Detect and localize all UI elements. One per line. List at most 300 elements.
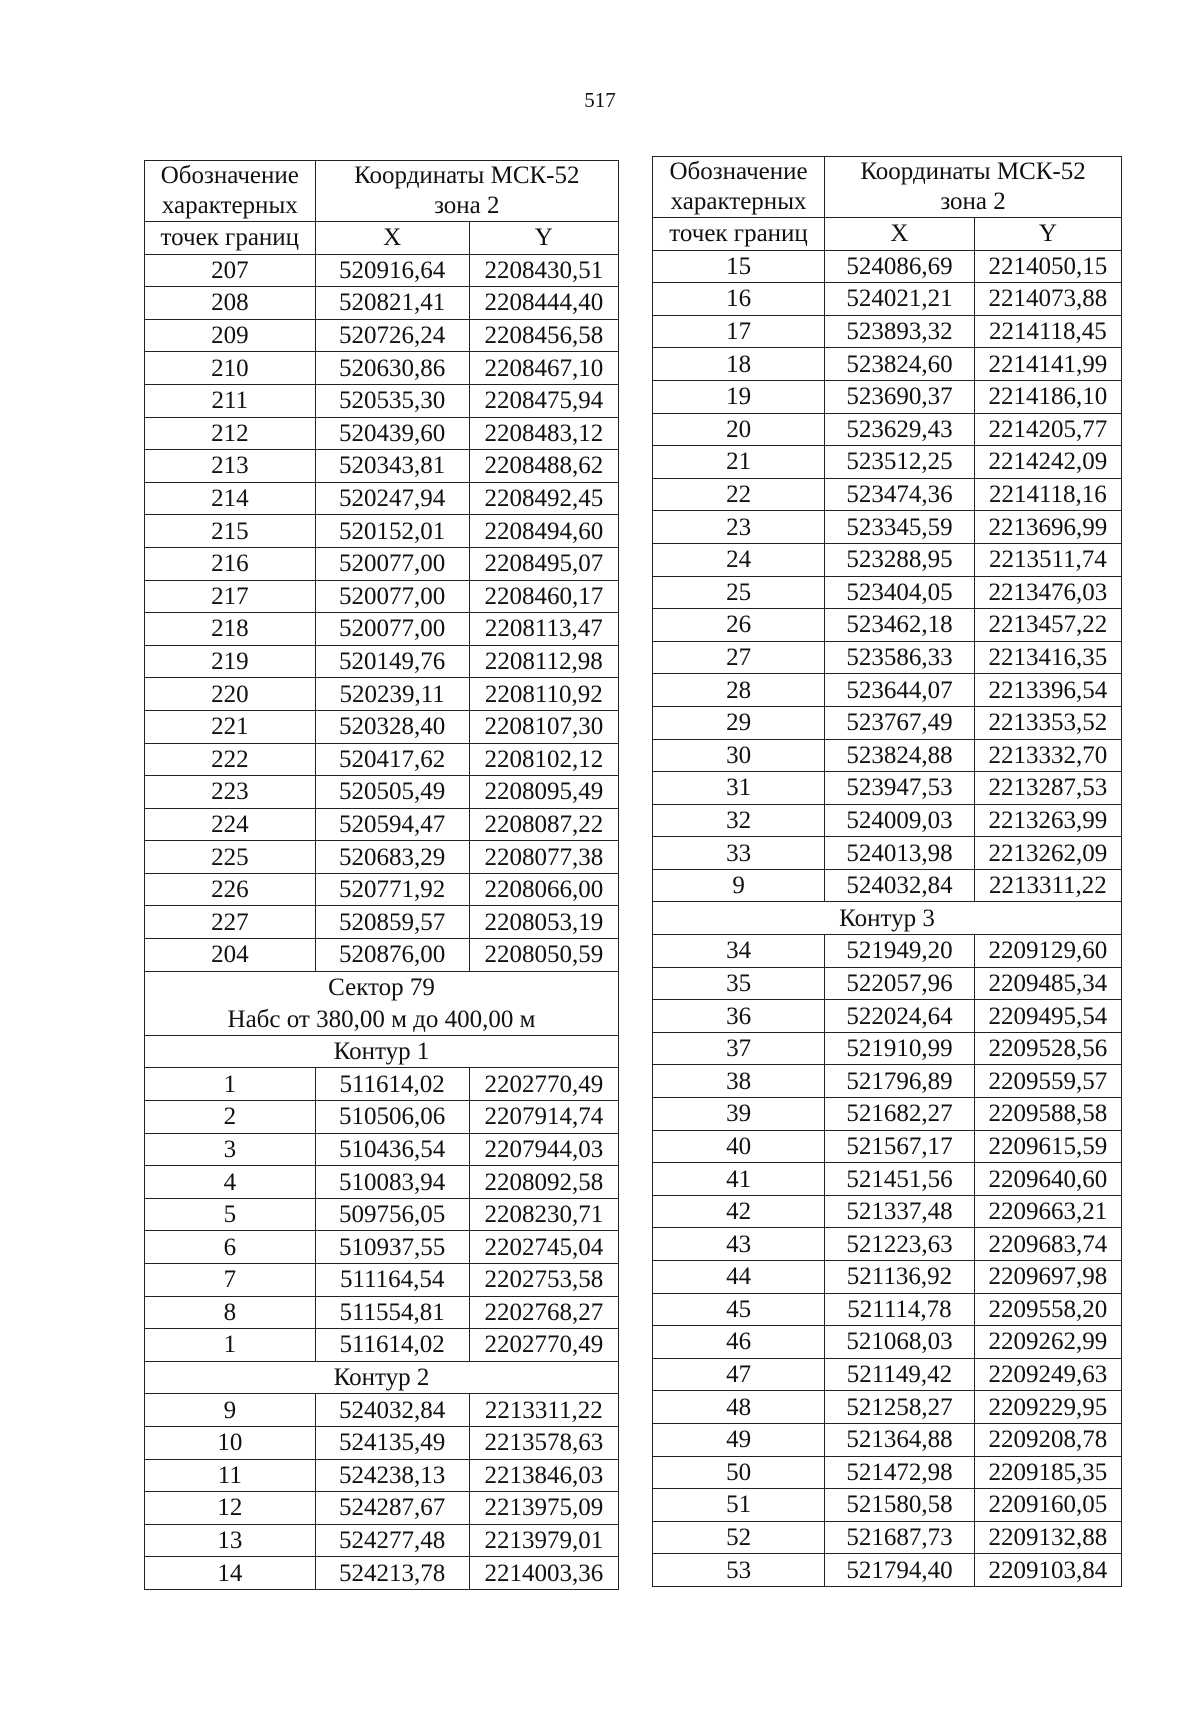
x-coordinate-cell: 524032,84 <box>315 1394 469 1427</box>
coordinates-table-right <box>652 156 1122 1587</box>
y-coordinate-cell: 2208087,22 <box>469 808 618 841</box>
point-id-cell: 212 <box>145 417 316 450</box>
x-coordinate-cell: 510436,54 <box>315 1133 469 1166</box>
table-row <box>653 413 1122 446</box>
table-row <box>145 1329 619 1362</box>
x-coordinate-cell: 521114,78 <box>825 1293 975 1326</box>
table-row <box>145 1492 619 1525</box>
point-id-cell: 213 <box>145 450 316 483</box>
x-coordinate-cell: 521223,63 <box>825 1228 975 1261</box>
y-coordinate-cell: 2209559,57 <box>974 1065 1121 1098</box>
header-coords-line-1: Координаты МСК-52 <box>860 158 1086 185</box>
point-id-cell: 36 <box>653 1000 825 1033</box>
x-coordinate-cell: 520594,47 <box>315 808 469 841</box>
point-id-cell: 48 <box>653 1391 825 1424</box>
point-id-cell: 45 <box>653 1293 825 1326</box>
x-coordinate-cell: 520439,60 <box>315 417 469 450</box>
table-row <box>653 1130 1122 1163</box>
table-row <box>653 250 1122 283</box>
point-id-cell: 219 <box>145 645 316 678</box>
point-id-cell: 18 <box>653 348 825 381</box>
y-coordinate-cell: 2209129,60 <box>974 935 1121 968</box>
y-coordinate-cell: 2208475,94 <box>469 384 618 417</box>
point-id-cell: 15 <box>653 250 825 283</box>
x-coordinate-cell: 511614,02 <box>315 1068 469 1101</box>
x-coordinate-cell: 522024,64 <box>825 1000 975 1033</box>
point-id-cell: 227 <box>145 906 316 939</box>
table-row <box>653 283 1122 316</box>
x-coordinate-cell: 511614,02 <box>315 1329 469 1362</box>
table-header <box>653 157 1122 251</box>
x-coordinate-cell: 524287,67 <box>315 1492 469 1525</box>
x-coordinate-cell: 523824,88 <box>825 739 975 772</box>
header-x: X <box>315 222 469 255</box>
x-coordinate-cell: 521910,99 <box>825 1032 975 1065</box>
table-row <box>145 841 619 874</box>
x-coordinate-cell: 523824,60 <box>825 348 975 381</box>
table-row <box>653 1195 1122 1228</box>
y-coordinate-cell: 2213511,74 <box>974 543 1121 576</box>
x-coordinate-cell: 520683,29 <box>315 841 469 874</box>
y-coordinate-cell: 2208456,58 <box>469 319 618 352</box>
point-id-cell: 49 <box>653 1423 825 1456</box>
point-id-cell: 23 <box>653 511 825 544</box>
section-row <box>653 902 1122 935</box>
x-coordinate-cell: 521337,48 <box>825 1195 975 1228</box>
point-id-cell: 38 <box>653 1065 825 1098</box>
header-point-line-3: точек границ <box>145 222 316 255</box>
x-coordinate-cell: 523404,05 <box>825 576 975 609</box>
point-id-cell: 44 <box>653 1261 825 1294</box>
table-row <box>653 935 1122 968</box>
point-id-cell: 43 <box>653 1228 825 1261</box>
x-coordinate-cell: 520343,81 <box>315 450 469 483</box>
y-coordinate-cell: 2202770,49 <box>469 1329 618 1362</box>
table-row <box>653 1423 1122 1456</box>
x-coordinate-cell: 520077,00 <box>315 580 469 613</box>
x-coordinate-cell: 510937,55 <box>315 1231 469 1264</box>
point-id-cell: 6 <box>145 1231 316 1264</box>
y-coordinate-cell: 2214118,45 <box>974 315 1121 348</box>
y-coordinate-cell: 2213846,03 <box>469 1459 618 1492</box>
table-row <box>653 478 1122 511</box>
table-row <box>145 1557 619 1590</box>
table-row <box>653 1163 1122 1196</box>
table-row <box>145 1133 619 1166</box>
y-coordinate-cell: 2213979,01 <box>469 1524 618 1557</box>
x-coordinate-cell: 520247,94 <box>315 482 469 515</box>
y-coordinate-cell: 2214205,77 <box>974 413 1121 446</box>
point-id-cell: 20 <box>653 413 825 446</box>
x-coordinate-cell: 521472,98 <box>825 1456 975 1489</box>
x-coordinate-cell: 523644,07 <box>825 674 975 707</box>
table-row <box>145 1426 619 1459</box>
point-id-cell: 11 <box>145 1459 316 1492</box>
y-coordinate-cell: 2213311,22 <box>469 1394 618 1427</box>
table-row <box>145 515 619 548</box>
point-id-cell: 53 <box>653 1554 825 1587</box>
point-id-cell: 30 <box>653 739 825 772</box>
y-coordinate-cell: 2214186,10 <box>974 380 1121 413</box>
x-coordinate-cell: 521794,40 <box>825 1554 975 1587</box>
table-row <box>653 837 1122 870</box>
x-coordinate-cell: 520505,49 <box>315 776 469 809</box>
x-coordinate-cell: 520152,01 <box>315 515 469 548</box>
y-coordinate-cell: 2202753,58 <box>469 1264 618 1297</box>
table-row <box>653 641 1122 674</box>
y-coordinate-cell: 2213263,99 <box>974 804 1121 837</box>
x-coordinate-cell: 521068,03 <box>825 1326 975 1359</box>
x-coordinate-cell: 520077,00 <box>315 547 469 580</box>
point-id-cell: 33 <box>653 837 825 870</box>
y-coordinate-cell: 2202770,49 <box>469 1068 618 1101</box>
x-coordinate-cell: 523288,95 <box>825 543 975 576</box>
point-id-cell: 21 <box>653 446 825 479</box>
header-point-line-3: точек границ <box>653 218 825 251</box>
x-coordinate-cell: 521567,17 <box>825 1130 975 1163</box>
point-id-cell: 215 <box>145 515 316 548</box>
x-coordinate-cell: 523462,18 <box>825 609 975 642</box>
y-coordinate-cell: 2213396,54 <box>974 674 1121 707</box>
y-coordinate-cell: 2209485,34 <box>974 967 1121 1000</box>
point-id-cell: 221 <box>145 710 316 743</box>
x-coordinate-cell: 523893,32 <box>825 315 975 348</box>
y-coordinate-cell: 2213457,22 <box>974 609 1121 642</box>
point-id-cell: 27 <box>653 641 825 674</box>
x-coordinate-cell: 524135,49 <box>315 1426 469 1459</box>
header-y: Y <box>469 222 618 255</box>
page-number: 517 <box>584 88 616 112</box>
table-row <box>653 1228 1122 1261</box>
section-row <box>145 1003 619 1035</box>
y-coordinate-cell: 2208467,10 <box>469 352 618 385</box>
y-coordinate-cell: 2213476,03 <box>974 576 1121 609</box>
x-coordinate-cell: 521796,89 <box>825 1065 975 1098</box>
x-coordinate-cell: 523690,37 <box>825 380 975 413</box>
point-id-cell: 29 <box>653 706 825 739</box>
point-id-cell: 34 <box>653 935 825 968</box>
y-coordinate-cell: 2213332,70 <box>974 739 1121 772</box>
y-coordinate-cell: 2209663,21 <box>974 1195 1121 1228</box>
table-row <box>653 1261 1122 1294</box>
x-coordinate-cell: 520417,62 <box>315 743 469 776</box>
y-coordinate-cell: 2213262,09 <box>974 837 1121 870</box>
y-coordinate-cell: 2209160,05 <box>974 1489 1121 1522</box>
x-coordinate-cell: 523947,53 <box>825 772 975 805</box>
table-row <box>653 1554 1122 1587</box>
point-id-cell: 9 <box>145 1394 316 1427</box>
x-coordinate-cell: 511554,81 <box>315 1296 469 1329</box>
y-coordinate-cell: 2208113,47 <box>469 613 618 646</box>
table-row <box>653 543 1122 576</box>
y-coordinate-cell: 2213578,63 <box>469 1426 618 1459</box>
x-coordinate-cell: 521949,20 <box>825 935 975 968</box>
y-coordinate-cell: 2214050,15 <box>974 250 1121 283</box>
x-coordinate-cell: 524238,13 <box>315 1459 469 1492</box>
header-coords-line-2: зона 2 <box>434 192 500 219</box>
x-coordinate-cell: 521364,88 <box>825 1423 975 1456</box>
point-id-cell: 224 <box>145 808 316 841</box>
table-row <box>145 1101 619 1134</box>
point-id-cell: 47 <box>653 1358 825 1391</box>
y-coordinate-cell: 2208102,12 <box>469 743 618 776</box>
y-coordinate-cell: 2209262,99 <box>974 1326 1121 1359</box>
point-id-cell: 8 <box>145 1296 316 1329</box>
x-coordinate-cell: 523345,59 <box>825 511 975 544</box>
x-coordinate-cell: 509756,05 <box>315 1198 469 1231</box>
y-coordinate-cell: 2208095,49 <box>469 776 618 809</box>
table-row <box>653 1521 1122 1554</box>
point-id-cell: 19 <box>653 380 825 413</box>
y-coordinate-cell: 2207914,74 <box>469 1101 618 1134</box>
x-coordinate-cell: 521682,27 <box>825 1098 975 1131</box>
table-row <box>653 380 1122 413</box>
y-coordinate-cell: 2209103,84 <box>974 1554 1121 1587</box>
y-coordinate-cell: 2208112,98 <box>469 645 618 678</box>
table-row <box>145 547 619 580</box>
point-id-cell: 211 <box>145 384 316 417</box>
table-row <box>145 645 619 678</box>
point-id-cell: 25 <box>653 576 825 609</box>
table-row <box>145 482 619 515</box>
y-coordinate-cell: 2208494,60 <box>469 515 618 548</box>
y-coordinate-cell: 2208066,00 <box>469 873 618 906</box>
table-row <box>145 1394 619 1427</box>
y-coordinate-cell: 2209495,54 <box>974 1000 1121 1033</box>
table-row <box>653 804 1122 837</box>
y-coordinate-cell: 2214003,36 <box>469 1557 618 1590</box>
y-coordinate-cell: 2209132,88 <box>974 1521 1121 1554</box>
table-row <box>145 450 619 483</box>
table-row <box>653 1098 1122 1131</box>
y-coordinate-cell: 2208488,62 <box>469 450 618 483</box>
point-id-cell: 12 <box>145 1492 316 1525</box>
section-row <box>145 1035 619 1068</box>
y-coordinate-cell: 2208495,07 <box>469 547 618 580</box>
point-id-cell: 10 <box>145 1426 316 1459</box>
table-row <box>145 613 619 646</box>
header-coords-line-1: Координаты МСК-52 <box>354 162 580 189</box>
x-coordinate-cell: 524032,84 <box>825 869 975 902</box>
table-row <box>653 869 1122 902</box>
x-coordinate-cell: 521687,73 <box>825 1521 975 1554</box>
table-row <box>145 580 619 613</box>
x-coordinate-cell: 520771,92 <box>315 873 469 906</box>
y-coordinate-cell: 2213416,35 <box>974 641 1121 674</box>
point-id-cell: 14 <box>145 1557 316 1590</box>
x-coordinate-cell: 524009,03 <box>825 804 975 837</box>
point-id-cell: 4 <box>145 1166 316 1199</box>
y-coordinate-cell: 2208230,71 <box>469 1198 618 1231</box>
y-coordinate-cell: 2209229,95 <box>974 1391 1121 1424</box>
point-id-cell: 207 <box>145 254 316 287</box>
y-coordinate-cell: 2208492,45 <box>469 482 618 515</box>
x-coordinate-cell: 524213,78 <box>315 1557 469 1590</box>
table-row <box>653 772 1122 805</box>
point-id-cell: 204 <box>145 939 316 972</box>
point-id-cell: 51 <box>653 1489 825 1522</box>
table-row <box>653 674 1122 707</box>
section-label: Контур 2 <box>145 1361 619 1394</box>
header-coords-line-2: зона 2 <box>940 188 1006 215</box>
table-row <box>145 417 619 450</box>
table-row <box>145 776 619 809</box>
point-id-cell: 1 <box>145 1068 316 1101</box>
x-coordinate-cell: 520149,76 <box>315 645 469 678</box>
table-body-left <box>145 254 619 1589</box>
table-row <box>145 1068 619 1101</box>
x-coordinate-cell: 520077,00 <box>315 613 469 646</box>
y-coordinate-cell: 2214141,99 <box>974 348 1121 381</box>
point-id-cell: 22 <box>653 478 825 511</box>
table-row <box>145 808 619 841</box>
y-coordinate-cell: 2214242,09 <box>974 446 1121 479</box>
x-coordinate-cell: 520859,57 <box>315 906 469 939</box>
table-row <box>653 1000 1122 1033</box>
point-id-cell: 217 <box>145 580 316 613</box>
point-id-cell: 7 <box>145 1264 316 1297</box>
header-x: X <box>825 218 975 251</box>
table-row <box>653 315 1122 348</box>
section-label: Набс от 380,00 м до 400,00 м <box>145 1003 619 1035</box>
x-coordinate-cell: 510083,94 <box>315 1166 469 1199</box>
x-coordinate-cell: 520916,64 <box>315 254 469 287</box>
y-coordinate-cell: 2208107,30 <box>469 710 618 743</box>
y-coordinate-cell: 2209185,35 <box>974 1456 1121 1489</box>
header-coordinates <box>315 161 618 222</box>
point-id-cell: 32 <box>653 804 825 837</box>
table-body-right <box>653 250 1122 1586</box>
y-coordinate-cell: 2209208,78 <box>974 1423 1121 1456</box>
section-label: Контур 3 <box>653 902 1122 935</box>
table-row <box>653 1293 1122 1326</box>
table-row <box>145 678 619 711</box>
y-coordinate-cell: 2213353,52 <box>974 706 1121 739</box>
table-row <box>653 1489 1122 1522</box>
y-coordinate-cell: 2214073,88 <box>974 283 1121 316</box>
x-coordinate-cell: 520535,30 <box>315 384 469 417</box>
table-row <box>145 873 619 906</box>
x-coordinate-cell: 521580,58 <box>825 1489 975 1522</box>
point-id-cell: 225 <box>145 841 316 874</box>
table-row <box>145 319 619 352</box>
point-id-cell: 46 <box>653 1326 825 1359</box>
header-coordinates <box>825 157 1122 218</box>
point-id-cell: 26 <box>653 609 825 642</box>
table-row <box>653 1391 1122 1424</box>
point-id-cell: 41 <box>653 1163 825 1196</box>
point-id-cell: 3 <box>145 1133 316 1166</box>
table-row <box>653 739 1122 772</box>
point-id-cell: 214 <box>145 482 316 515</box>
y-coordinate-cell: 2207944,03 <box>469 1133 618 1166</box>
y-coordinate-cell: 2208430,51 <box>469 254 618 287</box>
header-point-designation <box>653 157 825 218</box>
coordinates-table-left <box>144 160 619 1590</box>
table-row <box>145 1231 619 1264</box>
table-row <box>145 1198 619 1231</box>
table-row <box>653 1065 1122 1098</box>
header-point-line-1: Обозначение <box>669 158 808 185</box>
section-row <box>145 1361 619 1394</box>
table-row <box>145 939 619 972</box>
table-row <box>653 1358 1122 1391</box>
y-coordinate-cell: 2209588,58 <box>974 1098 1121 1131</box>
x-coordinate-cell: 523474,36 <box>825 478 975 511</box>
y-coordinate-cell: 2209249,63 <box>974 1358 1121 1391</box>
table-row <box>145 1459 619 1492</box>
x-coordinate-cell: 520821,41 <box>315 287 469 320</box>
section-label: Контур 1 <box>145 1035 619 1068</box>
point-id-cell: 216 <box>145 547 316 580</box>
x-coordinate-cell: 524013,98 <box>825 837 975 870</box>
x-coordinate-cell: 523767,49 <box>825 706 975 739</box>
y-coordinate-cell: 2213975,09 <box>469 1492 618 1525</box>
point-id-cell: 39 <box>653 1098 825 1131</box>
point-id-cell: 209 <box>145 319 316 352</box>
y-coordinate-cell: 2209615,59 <box>974 1130 1121 1163</box>
point-id-cell: 50 <box>653 1456 825 1489</box>
y-coordinate-cell: 2208460,17 <box>469 580 618 613</box>
section-row <box>145 971 619 1003</box>
y-coordinate-cell: 2208077,38 <box>469 841 618 874</box>
point-id-cell: 16 <box>653 283 825 316</box>
x-coordinate-cell: 523586,33 <box>825 641 975 674</box>
point-id-cell: 226 <box>145 873 316 906</box>
y-coordinate-cell: 2209683,74 <box>974 1228 1121 1261</box>
table-row <box>653 1032 1122 1065</box>
header-point-line-2: характерных <box>670 188 807 215</box>
point-id-cell: 24 <box>653 543 825 576</box>
point-id-cell: 5 <box>145 1198 316 1231</box>
y-coordinate-cell: 2202768,27 <box>469 1296 618 1329</box>
table-row <box>145 384 619 417</box>
y-coordinate-cell: 2213287,53 <box>974 772 1121 805</box>
point-id-cell: 9 <box>653 869 825 902</box>
table-row <box>145 1264 619 1297</box>
y-coordinate-cell: 2214118,16 <box>974 478 1121 511</box>
x-coordinate-cell: 520876,00 <box>315 939 469 972</box>
y-coordinate-cell: 2209697,98 <box>974 1261 1121 1294</box>
point-id-cell: 210 <box>145 352 316 385</box>
table-row <box>653 446 1122 479</box>
x-coordinate-cell: 520630,86 <box>315 352 469 385</box>
table-row <box>145 743 619 776</box>
header-y: Y <box>974 218 1121 251</box>
table-row <box>653 1456 1122 1489</box>
x-coordinate-cell: 524086,69 <box>825 250 975 283</box>
point-id-cell: 223 <box>145 776 316 809</box>
y-coordinate-cell: 2208092,58 <box>469 1166 618 1199</box>
x-coordinate-cell: 522057,96 <box>825 967 975 1000</box>
point-id-cell: 2 <box>145 1101 316 1134</box>
point-id-cell: 40 <box>653 1130 825 1163</box>
x-coordinate-cell: 521136,92 <box>825 1261 975 1294</box>
header-point-designation <box>145 161 316 222</box>
x-coordinate-cell: 511164,54 <box>315 1264 469 1297</box>
x-coordinate-cell: 523512,25 <box>825 446 975 479</box>
table-row <box>145 710 619 743</box>
x-coordinate-cell: 521258,27 <box>825 1391 975 1424</box>
x-coordinate-cell: 520726,24 <box>315 319 469 352</box>
y-coordinate-cell: 2209528,56 <box>974 1032 1121 1065</box>
point-id-cell: 28 <box>653 674 825 707</box>
point-id-cell: 31 <box>653 772 825 805</box>
table-row <box>653 576 1122 609</box>
table-row <box>653 967 1122 1000</box>
y-coordinate-cell: 2208483,12 <box>469 417 618 450</box>
point-id-cell: 17 <box>653 315 825 348</box>
